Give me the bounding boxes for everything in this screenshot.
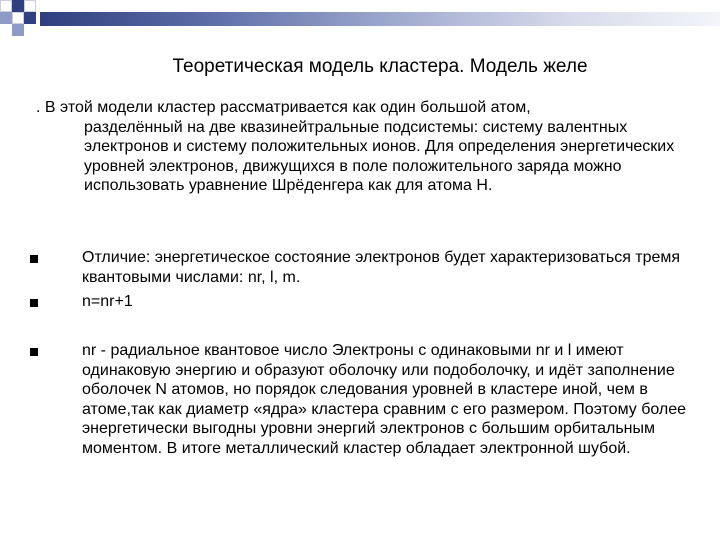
bullet-square-icon <box>30 348 38 356</box>
header-gradient-band <box>40 12 720 26</box>
slide-title: Теоретическая модель кластера. Модель желе <box>172 56 588 77</box>
intro-paragraph <box>36 98 676 196</box>
decor-square <box>12 24 24 36</box>
decor-square <box>0 12 12 24</box>
bullet-text: nr - радиальное квантовое число Электроны с одинаковыми nr и l имеют одинаковую энергию и образуют оболочку или подоболочку, и идёт заполнение оболочек N атомов, но порядок следования уровней в кластере иной, чем в атоме,так как диаметр «ядра» кластера сравним с его размером. Поэтому более энергетически выгодны уровни энергий электронов с большим орбитальным моментом. В итоге металлический кластер обладает электронной шубой. <box>82 342 687 457</box>
decor-square <box>0 0 12 12</box>
header-decoration <box>0 0 720 40</box>
decor-square <box>24 12 36 24</box>
decor-square <box>12 12 24 24</box>
decor-square <box>24 0 36 12</box>
intro-continuation: разделённый на две квазинейтральные подсистемы: систему валентных электронов и систему положительных ионов. Для определения энергетических уровней электронов, движущихся в поле положительного заряда можно использовать уравнение Шрёденгера как для атома Н. <box>84 118 675 195</box>
decor-square <box>12 0 24 12</box>
bullet-square-icon <box>30 255 38 263</box>
intro-first-line: . В этой модели кластер рассматривается как один большой атом, <box>36 99 531 116</box>
bullet-square-icon <box>30 299 38 307</box>
bullet-text: n=nr+1 <box>82 293 133 310</box>
bullet-text: Отличие: энергетическое состояние электронов будет характеризоваться тремя квантовыми числами: nr, l, m. <box>82 249 681 286</box>
